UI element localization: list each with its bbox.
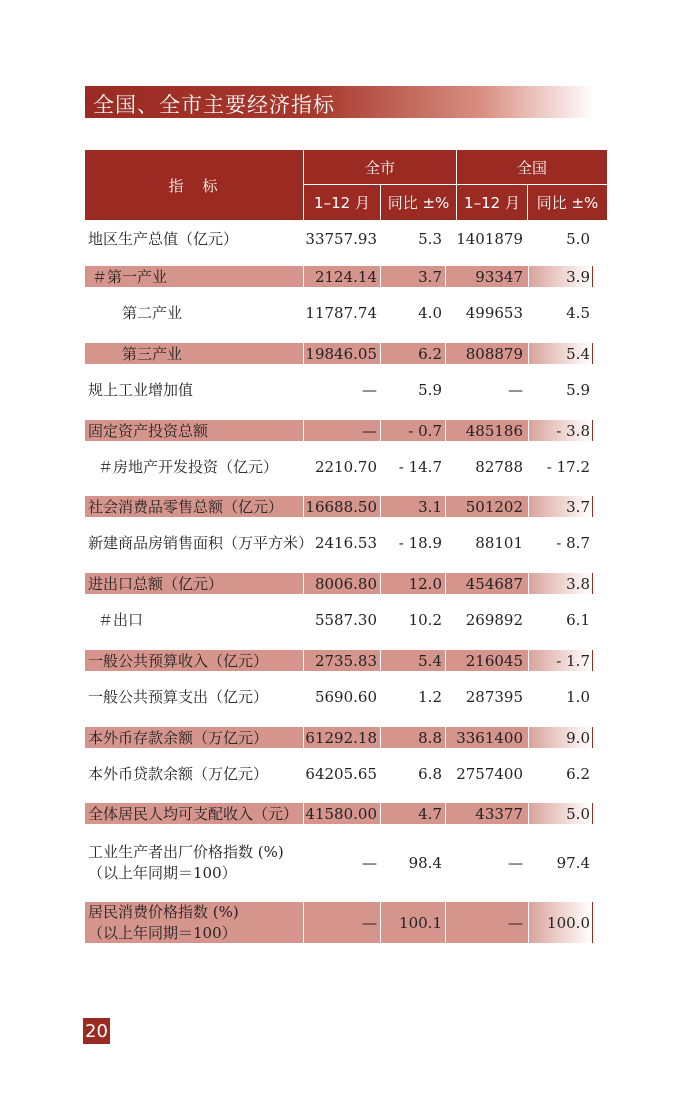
row-label: 进出口总额（亿元） bbox=[88, 575, 224, 593]
nation-yoy: - 17.2 bbox=[546, 457, 590, 476]
city-yoy: 5.3 bbox=[418, 229, 442, 248]
row-label: 第三产业 bbox=[122, 345, 183, 363]
nation-yoy: 5.0 bbox=[566, 804, 590, 823]
nation-value: — bbox=[508, 380, 523, 399]
nation-yoy: 97.4 bbox=[556, 854, 590, 872]
table-row bbox=[85, 297, 593, 328]
row-label bbox=[88, 834, 284, 892]
row-label: 新建商品房销售面积（万平方米） bbox=[88, 534, 314, 552]
nation-yoy: 1.0 bbox=[566, 687, 590, 706]
nation-yoy: 100.0 bbox=[547, 913, 590, 932]
row-label bbox=[88, 902, 239, 943]
header-nation-yoy: 同比 ±% bbox=[536, 194, 599, 212]
row-label: ＃第一产业 bbox=[92, 268, 168, 286]
table-row bbox=[85, 727, 593, 748]
table-row bbox=[85, 266, 593, 287]
nation-value: 216045 bbox=[465, 651, 523, 670]
table-row bbox=[85, 496, 593, 517]
header-indicator: 指 标 bbox=[168, 176, 220, 195]
city-value: 64205.65 bbox=[305, 764, 377, 783]
city-yoy: 3.7 bbox=[418, 267, 442, 286]
nation-yoy: - 1.7 bbox=[556, 651, 590, 670]
nation-yoy: 4.5 bbox=[566, 303, 590, 322]
nation-value: 82788 bbox=[475, 457, 523, 476]
table-header bbox=[85, 150, 607, 220]
city-yoy: 98.4 bbox=[408, 854, 442, 872]
city-value: — bbox=[362, 913, 377, 932]
row-label: 一般公共预算支出（亿元） bbox=[88, 688, 269, 706]
nation-value: 499653 bbox=[465, 303, 523, 322]
city-value: 2210.70 bbox=[314, 457, 377, 476]
city-yoy: 10.2 bbox=[408, 610, 442, 629]
nation-yoy: 5.4 bbox=[566, 344, 590, 363]
city-yoy: 4.7 bbox=[418, 804, 442, 823]
row-label: 地区生产总值（亿元） bbox=[88, 230, 239, 248]
table-row bbox=[85, 223, 593, 254]
table-row bbox=[85, 604, 593, 635]
nation-yoy: - 8.7 bbox=[556, 533, 590, 552]
city-yoy: 1.2 bbox=[418, 687, 442, 706]
city-yoy: - 0.7 bbox=[408, 421, 442, 440]
city-value: 11787.74 bbox=[305, 303, 377, 322]
nation-value: 269892 bbox=[465, 610, 523, 629]
row-label: ＃房地产开发投资（亿元） bbox=[98, 458, 279, 476]
city-yoy: 6.8 bbox=[418, 764, 442, 783]
table-row bbox=[85, 343, 593, 364]
nation-value: 287395 bbox=[465, 687, 523, 706]
table-row bbox=[85, 527, 593, 558]
city-yoy: 12.0 bbox=[408, 574, 442, 593]
row-label: 一般公共预算收入（亿元） bbox=[88, 652, 269, 670]
city-yoy: 3.1 bbox=[418, 497, 442, 516]
city-value: 33757.93 bbox=[305, 229, 377, 248]
city-value: 5690.60 bbox=[314, 687, 377, 706]
nation-yoy: 6.1 bbox=[566, 610, 590, 629]
row-label: 第二产业 bbox=[122, 304, 183, 322]
row-label-line2: （以上年同期＝100） bbox=[88, 864, 237, 882]
row-label-line1: 工业生产者出厂价格指数 (%) bbox=[88, 843, 284, 861]
nation-value: 93347 bbox=[475, 267, 523, 286]
city-yoy: 100.1 bbox=[399, 913, 442, 932]
city-value: 61292.18 bbox=[305, 728, 377, 747]
header-nation-period: 1–12 月 bbox=[464, 194, 520, 212]
city-value: — bbox=[362, 421, 377, 440]
nation-value: 2757400 bbox=[456, 764, 523, 783]
nation-value: 501202 bbox=[465, 497, 523, 516]
city-yoy: 8.8 bbox=[418, 728, 442, 747]
row-label-line2: （以上年同期＝100） bbox=[88, 923, 237, 942]
table-row bbox=[85, 902, 593, 943]
nation-yoy: 5.0 bbox=[566, 229, 590, 248]
row-label: 本外币贷款余额（万亿元） bbox=[88, 765, 269, 783]
nation-yoy: 5.9 bbox=[566, 380, 590, 399]
table-row bbox=[85, 374, 593, 405]
city-value: 41580.00 bbox=[305, 804, 377, 823]
section-title: 全国、全市主要经济指标 bbox=[93, 93, 335, 117]
section-title-bar bbox=[85, 86, 595, 118]
nation-value: 808879 bbox=[465, 344, 523, 363]
table-row bbox=[85, 573, 593, 594]
nation-yoy: 3.7 bbox=[566, 497, 590, 516]
table-row bbox=[85, 420, 593, 441]
city-yoy: - 18.9 bbox=[398, 533, 442, 552]
city-yoy: 4.0 bbox=[418, 303, 442, 322]
city-value: 2735.83 bbox=[314, 651, 377, 670]
nation-value: 454687 bbox=[465, 574, 523, 593]
city-yoy: - 14.7 bbox=[398, 457, 442, 476]
table-row bbox=[85, 650, 593, 671]
city-yoy: 6.2 bbox=[418, 344, 442, 363]
city-value: 8006.80 bbox=[314, 574, 377, 593]
nation-yoy: 3.9 bbox=[566, 267, 590, 286]
row-label: 全体居民人均可支配收入（元） bbox=[88, 805, 299, 823]
nation-yoy: 9.0 bbox=[566, 728, 590, 747]
table-row bbox=[85, 758, 593, 789]
city-value: 2416.53 bbox=[314, 533, 377, 552]
header-city-yoy: 同比 ±% bbox=[387, 194, 450, 212]
row-label: 固定资产投资总额 bbox=[88, 422, 209, 440]
nation-yoy: 3.8 bbox=[566, 574, 590, 593]
nation-value: 3361400 bbox=[456, 728, 523, 747]
nation-value: — bbox=[508, 913, 523, 932]
header-nation: 全国 bbox=[516, 158, 547, 177]
nation-value: 88101 bbox=[475, 533, 523, 552]
city-yoy: 5.4 bbox=[418, 651, 442, 670]
nation-value: 1401879 bbox=[456, 229, 523, 248]
city-value: — bbox=[362, 854, 377, 872]
header-city: 全市 bbox=[364, 158, 395, 177]
row-label: 社会消费品零售总额（亿元） bbox=[88, 498, 284, 516]
header-city-period: 1–12 月 bbox=[314, 194, 370, 212]
page-number: 20 bbox=[83, 1018, 110, 1044]
row-label: 本外币存款余额（万亿元） bbox=[88, 729, 269, 747]
city-yoy: 5.9 bbox=[418, 380, 442, 399]
table-row bbox=[85, 681, 593, 712]
table-row bbox=[85, 803, 593, 824]
city-value: 5587.30 bbox=[314, 610, 377, 629]
row-label: 规上工业增加值 bbox=[88, 381, 194, 399]
row-label: ＃出口 bbox=[98, 611, 144, 629]
row-label-line1: 居民消费价格指数 (%) bbox=[88, 902, 239, 921]
nation-yoy: - 3.8 bbox=[556, 421, 590, 440]
city-value: 16688.50 bbox=[305, 497, 377, 516]
city-value: 2124.14 bbox=[314, 267, 377, 286]
table-row bbox=[85, 834, 593, 892]
nation-value: 485186 bbox=[465, 421, 523, 440]
table-row bbox=[85, 451, 593, 482]
nation-yoy: 6.2 bbox=[566, 764, 590, 783]
nation-value: — bbox=[508, 854, 523, 872]
nation-value: 43377 bbox=[475, 804, 523, 823]
city-value: 19846.05 bbox=[305, 344, 377, 363]
city-value: — bbox=[362, 380, 377, 399]
